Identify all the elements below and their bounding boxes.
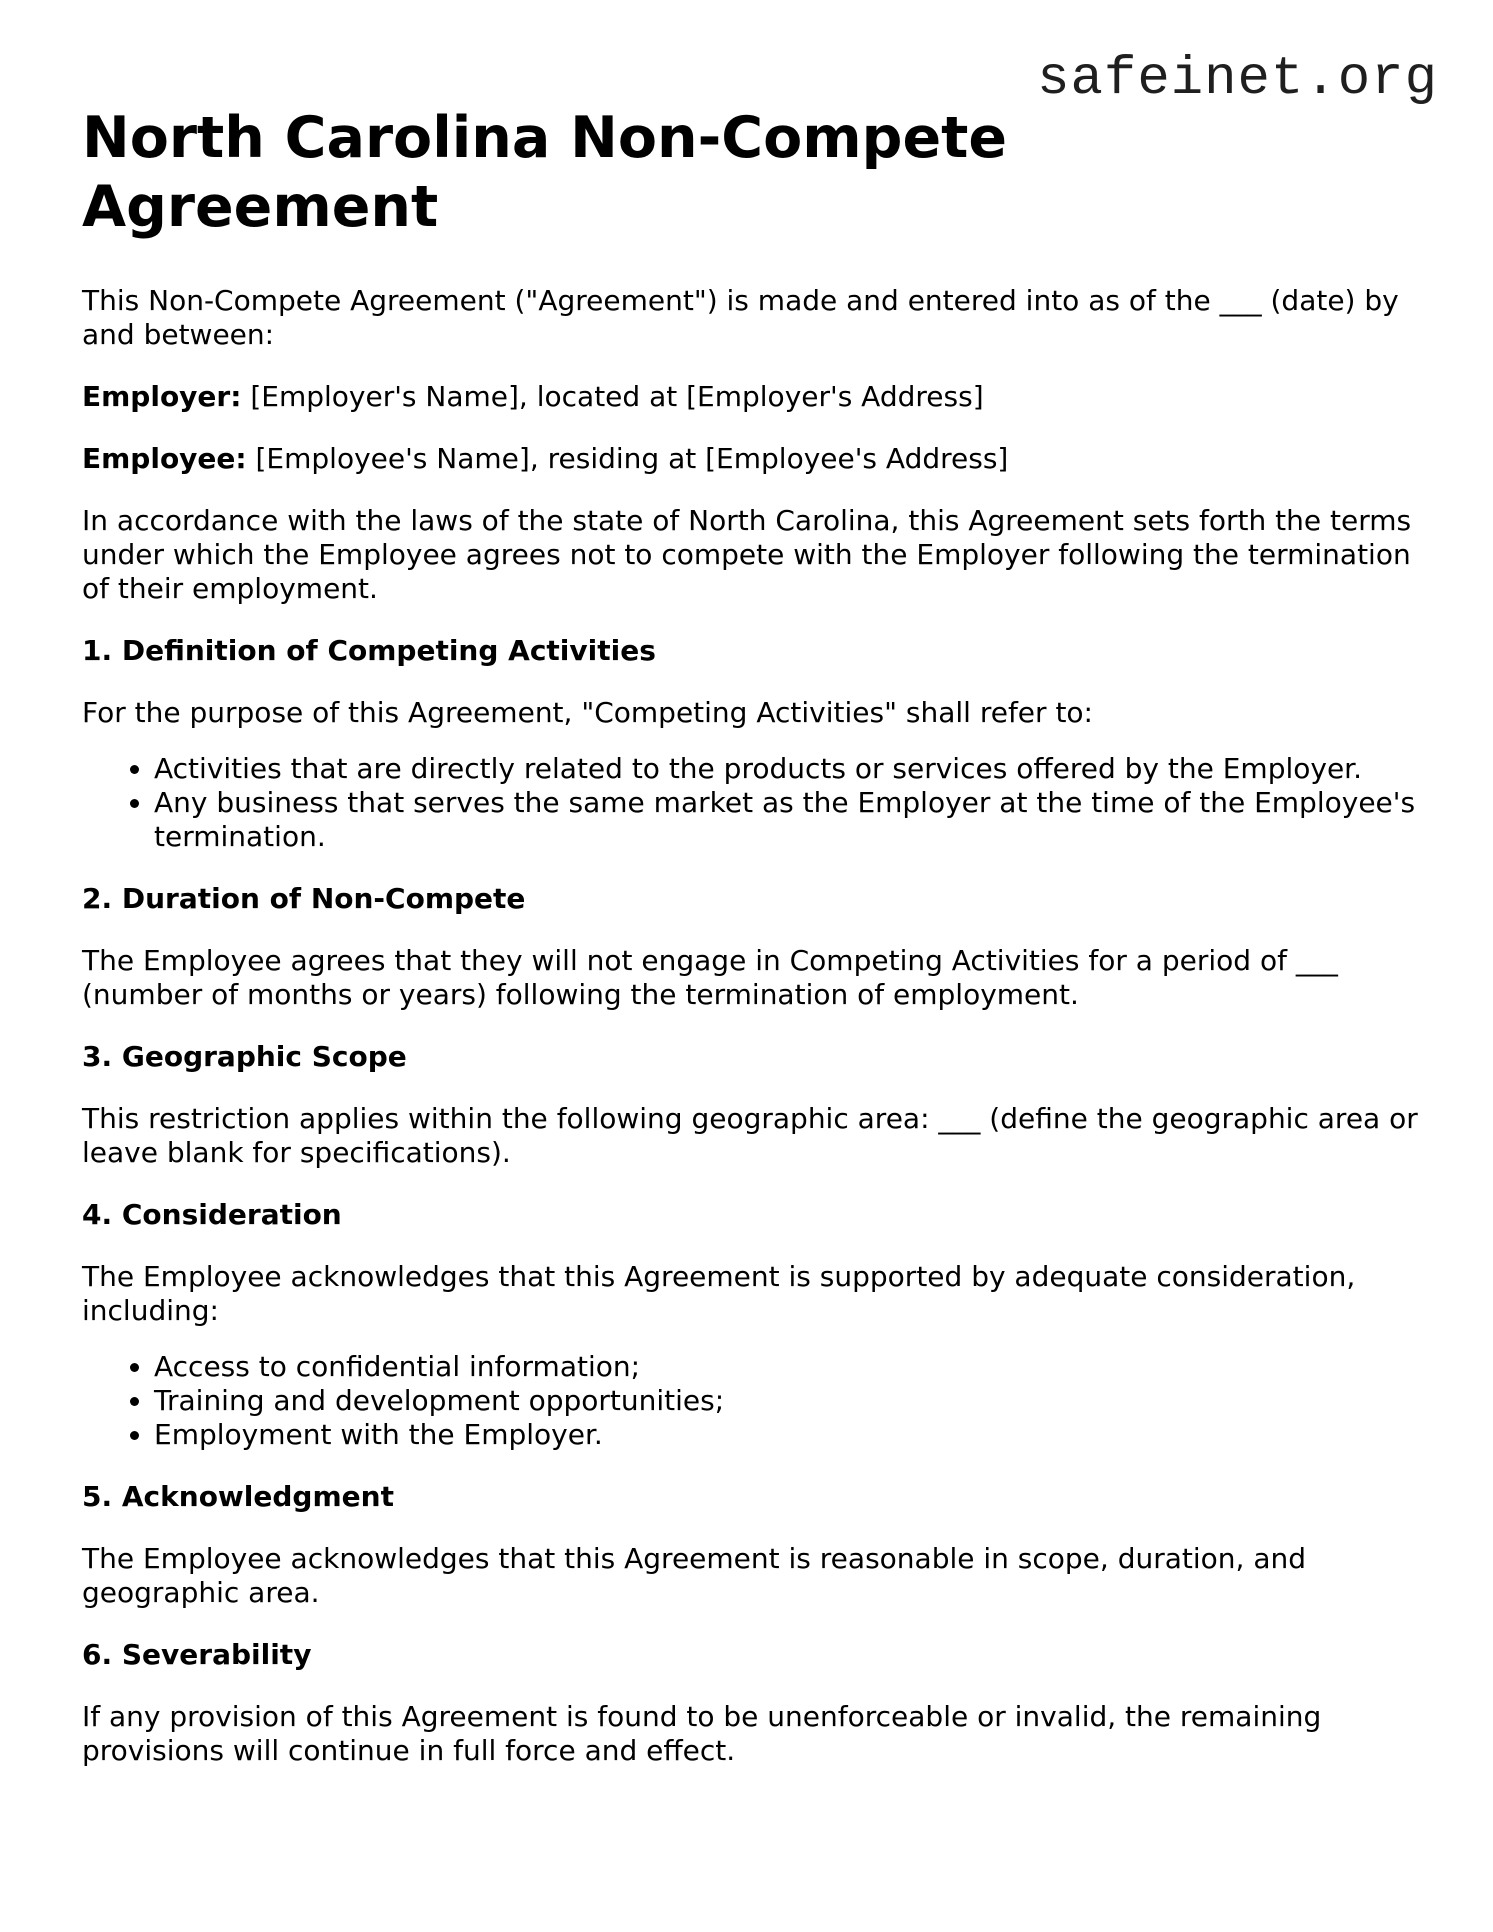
list-item: • Training and development opportunities; — [154, 1384, 1422, 1418]
list-item: • Employment with the Employer. — [154, 1418, 1422, 1452]
intro-paragraph: This Non-Compete Agreement ("Agreement") is made and entered into as of the ___ (date) by and between: — [82, 284, 1399, 351]
watermark: safeinet.org — [1037, 49, 1438, 110]
section-list — [82, 1350, 1422, 1452]
document — [82, 104, 1422, 1796]
employee-label: Employee: — [82, 442, 247, 475]
section-heading: 2. Duration of Non-Compete — [82, 882, 526, 915]
employer-text: [Employer's Name], located at [Employer's Address] — [241, 380, 984, 413]
section-text: The Employee acknowledges that this Agreement is supported by adequate consideration, including: — [82, 1260, 1356, 1327]
list-item: • Activities that are directly related to the products or services offered by the Employer. — [154, 752, 1422, 786]
section-text: If any provision of this Agreement is found to be unenforceable or invalid, the remaining provisions will continue in full force and effect. — [82, 1700, 1322, 1767]
section-text: This restriction applies within the following geographic area: ___ (define the geographic area or leave blank for specifications). — [82, 1102, 1418, 1169]
section-heading: 4. Consideration — [82, 1198, 342, 1231]
preamble-paragraph: In accordance with the laws of the state of North Carolina, this Agreement sets forth the terms under which the Employee agrees not to compete with the Employer following the termination of their employment. — [82, 504, 1412, 605]
list-item: • Any business that serves the same market as the Employer at the time of the Employee's termination. — [154, 786, 1422, 854]
list-item: • Access to confidential information; — [154, 1350, 1422, 1384]
section-text: The Employee agrees that they will not engage in Competing Activities for a period of ___ (number of months or years) following the termination of employment. — [82, 944, 1338, 1011]
section-heading: 6. Severability — [82, 1638, 312, 1671]
section-heading: 1. Definition of Competing Activities — [82, 634, 656, 667]
section-text: The Employee acknowledges that this Agreement is reasonable in scope, duration, and geographic area. — [82, 1542, 1307, 1609]
employee-line — [82, 442, 1422, 476]
section-text: For the purpose of this Agreement, "Competing Activities" shall refer to: — [82, 696, 1093, 729]
document-title: North Carolina Non-Compete Agreement — [82, 105, 1008, 240]
section-list — [82, 752, 1422, 854]
section-heading: 5. Acknowledgment — [82, 1480, 394, 1513]
employee-text: [Employee's Name], residing at [Employee's Address] — [246, 442, 1009, 475]
section-heading: 3. Geographic Scope — [82, 1040, 407, 1073]
employer-line — [82, 380, 1422, 414]
employer-label: Employer: — [82, 380, 242, 413]
